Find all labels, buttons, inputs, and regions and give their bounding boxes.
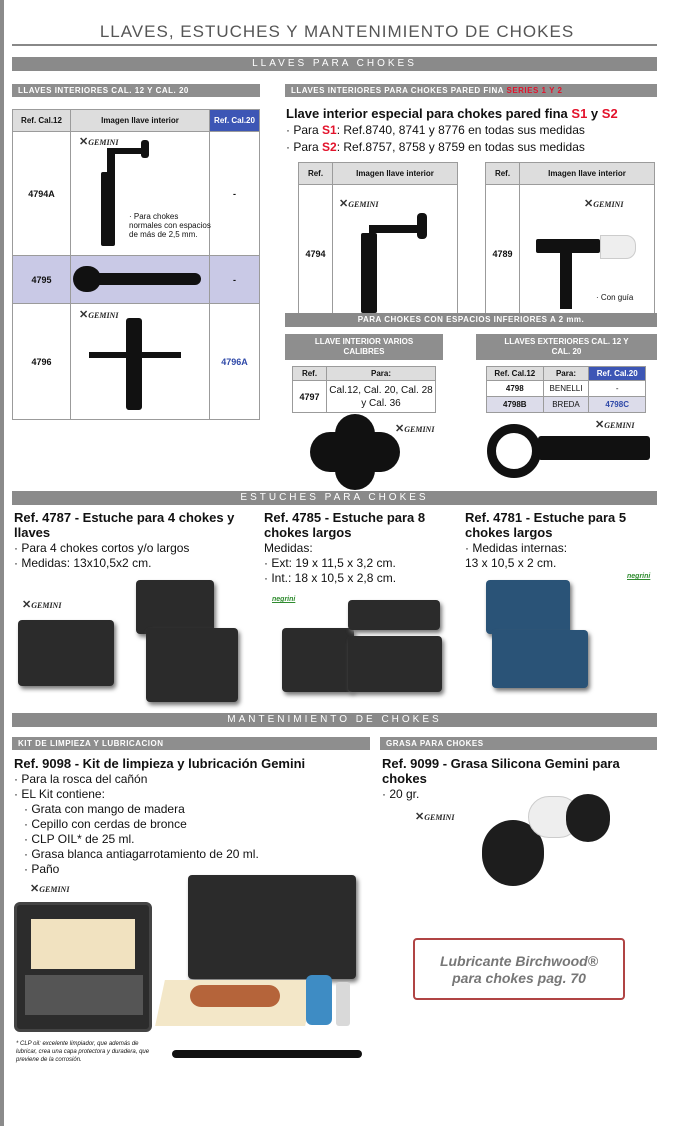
th-4797-ref: Ref.	[293, 367, 327, 381]
ref-4796: 4796	[13, 304, 71, 420]
subbar-llaves-interiores: LLAVES INTERIORES CAL. 12 Y CAL. 20	[12, 84, 260, 97]
page-title: LLAVES, ESTUCHES Y MANTENIMIENTO DE CHOKES	[99, 22, 575, 41]
key-4794-handle	[417, 213, 427, 239]
ref-4789: 4789	[486, 185, 520, 323]
gemini-logo: ✕GEMINI	[415, 811, 455, 823]
kit-brush	[172, 1050, 362, 1058]
th-pf-ref-b: Ref.	[486, 163, 520, 185]
kit-title: Ref. 9098 - Kit de limpieza y lubricación Gemini	[14, 756, 306, 771]
est-1-title: Ref. 4787 - Estuche para 4 chokes y llaves	[14, 510, 235, 540]
est-2-line-3: · Int.: 18 x 10,5 x 2,8 cm.	[264, 571, 397, 585]
img-cell-4795	[71, 256, 210, 304]
th-ext-para: Para:	[543, 367, 589, 381]
est-2-line-1: Medidas:	[264, 541, 313, 555]
case-4781-open	[492, 630, 588, 688]
table-llaves-interiores	[12, 109, 260, 420]
gemini-logo: ✕GEMINI	[79, 309, 119, 321]
img-cell-4794A	[71, 132, 210, 256]
key-4794A-handle	[141, 140, 149, 158]
birchwood-box	[413, 938, 625, 1000]
table-pf-4794	[298, 162, 458, 323]
img-cell-4794	[333, 185, 458, 323]
section-bar-estuches: ESTUCHES PARA CHOKES	[12, 491, 657, 505]
key-4795-head	[73, 266, 101, 292]
case-4787-lid	[136, 580, 214, 634]
para-4798: BENELLI	[543, 381, 589, 397]
th-ref20: Ref. Cal.20	[210, 110, 260, 132]
section-bar-llaves: LLAVES PARA CHOKES	[12, 57, 657, 71]
kit-line-2: · EL Kit contiene:	[14, 787, 105, 801]
ref-4798B: 4798B	[487, 397, 544, 413]
grasa-lid	[566, 794, 610, 842]
est-1-line-1: · Para 4 chokes cortos y/o largos	[14, 541, 190, 555]
ref20-4795: -	[210, 256, 260, 304]
th-ext-ref12: Ref. Cal.12	[487, 367, 544, 381]
th-ext-ref20: Ref. Cal.20	[589, 367, 646, 381]
case-4787-closed	[18, 620, 114, 686]
gemini-logo: ✕GEMINI	[395, 423, 435, 435]
subbar-grasa: GRASA PARA CHOKES	[380, 737, 657, 750]
table-pf-4789	[485, 162, 655, 323]
subbar-pared-fina	[285, 84, 657, 97]
key-4789-guide	[600, 235, 636, 259]
case-4785-closed	[282, 628, 354, 692]
kit-line-5: · CLP OIL* de 25 ml.	[24, 832, 135, 846]
gemini-logo: ✕GEMINI	[22, 599, 62, 611]
est-1-line-2: · Medidas: 13x10,5x2 cm.	[14, 556, 152, 570]
note-4794A: · Para chokes normales con espacios de más de 2,5 mm.	[129, 212, 211, 239]
kit-box-image	[14, 902, 152, 1032]
gemini-logo: ✕GEMINI	[79, 136, 119, 148]
kit-wood-handle	[190, 985, 280, 1007]
esp-right-title: LLAVES EXTERIORES CAL. 12 Y CAL. 20	[476, 334, 657, 360]
ref-4794: 4794	[299, 185, 333, 323]
ref20-4798C: 4798C	[589, 397, 646, 413]
kit-line-7: · Paño	[24, 862, 60, 876]
key-4789-shaft	[560, 239, 572, 309]
key-4794A-shaft	[107, 148, 115, 176]
ref-4797: 4797	[293, 381, 327, 413]
key-4797-image-vert	[335, 414, 375, 490]
case-4787-open	[146, 628, 238, 702]
kit-line-6: · Grasa blanca antiagarrotamiento de 20 ml.	[24, 847, 259, 861]
est-3-title: Ref. 4781 - Estuche para 5 chokes largos	[465, 510, 627, 540]
kit-tray	[25, 975, 143, 1015]
ref20-4794A: -	[210, 132, 260, 256]
key-4794-body	[361, 233, 377, 313]
left-margin-bar	[0, 0, 4, 1126]
img-cell-4789	[520, 185, 655, 323]
key-4794A-body	[101, 172, 115, 246]
subbar-pared-fina-text: LLAVES INTERIORES PARA CHOKES PARED FINA	[291, 86, 507, 95]
kit-oil-bottle	[306, 975, 332, 1025]
birchwood-line-1: Lubricante Birchwood®	[439, 953, 599, 969]
key-4798-handle	[538, 436, 650, 460]
key-4796-body	[126, 318, 142, 410]
grasa-title: Ref. 9099 - Grasa Silicona Gemini para chokes	[382, 756, 620, 786]
gemini-logo: ✕GEMINI	[339, 198, 379, 210]
subbar-series: SERIES 1 Y 2	[506, 86, 563, 95]
pf-line-2: · Para S2: Ref.8757, 8758 y 8759 en todas sus medidas	[286, 140, 585, 154]
birchwood-line-2: para chokes pag. 70	[452, 970, 586, 986]
negrini-logo: negrini	[627, 573, 651, 580]
kit-cloth	[31, 919, 135, 969]
th-ref12: Ref. Cal.12	[13, 110, 71, 132]
est-2-line-2: · Ext: 19 x 11,5 x 3,2 cm.	[264, 556, 396, 570]
kit-grease-tube	[336, 982, 350, 1026]
gemini-logo: ✕GEMINI	[584, 198, 624, 210]
gemini-logo: ✕GEMINI	[595, 419, 635, 431]
para-4798B: BREDA	[543, 397, 589, 413]
kit-footnote: * CLP oil: excelente limpiador, que además de lubricar, crea una capa protectora y duradera, que previene de la corrosión.	[16, 1041, 150, 1063]
grasa-line: · 20 gr.	[382, 787, 420, 801]
section-bar-mantenimiento: MANTENIMIENTO DE CHOKES	[12, 713, 657, 727]
case-4785-open	[348, 636, 442, 692]
pf-line-1: · Para S1: Ref.8740, 8741 y 8776 en todas sus medidas	[286, 123, 585, 137]
key-4798-ring	[487, 424, 541, 478]
title-rule	[12, 44, 657, 46]
est-3-line-2: 13 x 10,5 x 2 cm.	[465, 556, 557, 570]
kit-line-1: · Para la rosca del cañón	[14, 772, 148, 786]
kit-line-3: · Grata con mango de madera	[24, 802, 185, 816]
para-4797: Cal.12, Cal. 20, Cal. 28 y Cal. 36	[327, 381, 436, 413]
est-3-line-1: · Medidas internas:	[465, 541, 568, 555]
bar-espacios: PARA CHOKES CON ESPACIOS INFERIORES A 2 mm.	[285, 313, 657, 327]
table-4797	[292, 366, 436, 413]
ref-4795: 4795	[13, 256, 71, 304]
th-pf-img-b: Imagen llave interior	[520, 163, 655, 185]
subbar-kit: KIT DE LIMPIEZA Y LUBRICACION	[12, 737, 370, 750]
pf-title: Llave interior especial para chokes pared fina S1 y S2	[286, 106, 618, 121]
key-4796-bar	[89, 352, 181, 358]
con-guia-note: · Con guía	[596, 293, 634, 302]
th-pf-ref: Ref.	[299, 163, 333, 185]
th-pf-img: Imagen llave interior	[333, 163, 458, 185]
ref-4798: 4798	[487, 381, 544, 397]
key-4794-crank	[369, 225, 421, 233]
th-4797-para: Para:	[327, 367, 436, 381]
img-cell-4796	[71, 304, 210, 420]
negrini-logo: negrini	[272, 596, 296, 603]
case-4785-lid	[348, 600, 440, 630]
ref20-4798: -	[589, 381, 646, 397]
case-4781-lid	[486, 580, 570, 634]
ref-4794A: 4794A	[13, 132, 71, 256]
kit-case	[188, 875, 356, 979]
table-llaves-exteriores	[486, 366, 646, 413]
kit-line-4: · Cepillo con cerdas de bronce	[24, 817, 187, 831]
ref20-4796A: 4796A	[210, 304, 260, 420]
th-img: Imagen llave interior	[71, 110, 210, 132]
esp-left-title: LLAVE INTERIOR VARIOS CALIBRES	[285, 334, 443, 360]
est-2-title: Ref. 4785 - Estuche para 8 chokes largos	[264, 510, 426, 540]
gemini-logo: ✕GEMINI	[30, 883, 70, 895]
